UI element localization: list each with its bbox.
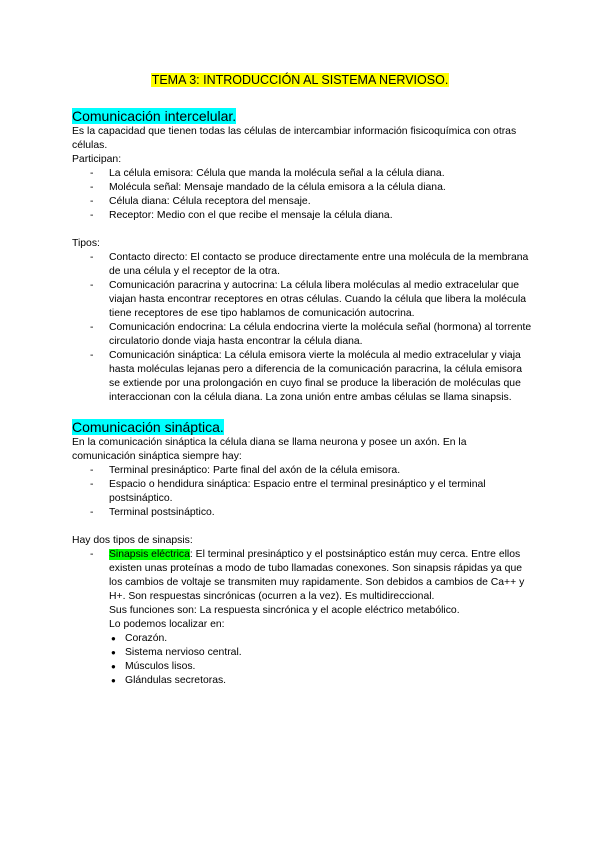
list-item: - Célula diana: Célula receptora del mensaje. bbox=[72, 195, 532, 209]
section-heading-intercelular: Comunicación intercelular. bbox=[72, 108, 237, 124]
highlight-term: Sinapsis eléctrica bbox=[109, 549, 190, 560]
list-item: - Contacto directo: El contacto se produce directamente entre una molécula de la membrana de una célula y el receptor de la otra. bbox=[72, 251, 532, 279]
spacer bbox=[72, 223, 532, 237]
spacer bbox=[72, 520, 532, 534]
list-item: ● Músculos lisos. bbox=[109, 660, 532, 674]
paragraph-intro: Es la capacidad que tienen todas las células de intercambiar información fisicoquímica con otras células. bbox=[72, 126, 517, 151]
funciones-text: Sus funciones son: La respuesta sincrónica y el acople eléctrico metabólico. bbox=[109, 605, 460, 616]
section-heading-sinaptica: Comunicación sináptica. bbox=[72, 419, 224, 435]
list-item: ● Glándulas secretoras. bbox=[109, 674, 532, 688]
list-item: - Receptor: Medio con el que recibe el mensaje la célula diana. bbox=[72, 209, 532, 223]
term-description: : El terminal presináptico y el postsináptico están muy cerca. Entre ellos existen unas proteínas a modo de tubo llamadas conexones. Son sinapsis rápidas ya que los cambios de voltaje se transmiten muy rapidamente. Son debidos a cambios de Ca++ y H+. Son respuestas sincrónicas (ocurren a la vez). Es multidireccional. bbox=[109, 549, 525, 602]
document-body bbox=[72, 108, 532, 688]
paragraph-sinaptica-intro: En la comunicación sináptica la célula diana se llama neurona y posee un axón. En la comunicación sináptica siempre hay: bbox=[72, 437, 467, 462]
list-item: - Terminal presináptico: Parte final del axón de la célula emisora. bbox=[72, 464, 532, 478]
list-lugares bbox=[109, 632, 532, 688]
list-item: - La célula emisora: Célula que manda la molécula señal a la célula diana. bbox=[72, 167, 532, 181]
list-tipos bbox=[72, 251, 532, 405]
label-tipos-sinapsis: Hay dos tipos de sinapsis: bbox=[72, 535, 193, 546]
label-tipos: Tipos: bbox=[72, 238, 100, 249]
label-participan: Participan: bbox=[72, 154, 122, 165]
list-item: - Espacio o hendidura sináptica: Espacio entre el terminal presináptico y el terminal postsináptico. bbox=[72, 478, 532, 506]
spacer bbox=[72, 405, 532, 419]
list-componentes bbox=[72, 464, 532, 520]
list-item: - Terminal postsináptico. bbox=[72, 506, 532, 520]
list-participan bbox=[72, 167, 532, 223]
list-item: - Molécula señal: Mensaje mandado de la célula emisora a la célula diana. bbox=[72, 181, 532, 195]
list-item: - Comunicación endocrina: La célula endocrina vierte la molécula señal (hormona) al torrente circulatorio donde viaja hasta encontrar la célula diana. bbox=[72, 321, 532, 349]
document-title: TEMA 3: INTRODUCCIÓN AL SISTEMA NERVIOSO. bbox=[151, 73, 449, 87]
list-item: ● Sistema nervioso central. bbox=[109, 646, 532, 660]
localizar-text: Lo podemos localizar en: bbox=[109, 619, 225, 630]
list-item: - Comunicación sináptica: La célula emisora vierte la molécula al medio extracelular y viaja hasta moléculas lejanas pero a diferencia de la comunicación paracrina, la célula emisora se extiende por una prolongación en cuyo final se produce la liberación de moléculas que interaccionan con la célula diana. La zona unión entre ambas células se llama sinapsis. bbox=[72, 349, 532, 405]
list-item-sinapsis-electrica bbox=[72, 548, 532, 688]
list-item: ● Corazón. bbox=[109, 632, 532, 646]
list-tipos-sinapsis bbox=[72, 548, 532, 688]
list-item: - Comunicación paracrina y autocrina: La célula libera moléculas al medio extracelular que viajan hasta encontrar receptores en otras células. Cuando la célula que libera la molécula tiene receptores de ese tipo hablamos de comunicación autocrina. bbox=[72, 279, 532, 321]
